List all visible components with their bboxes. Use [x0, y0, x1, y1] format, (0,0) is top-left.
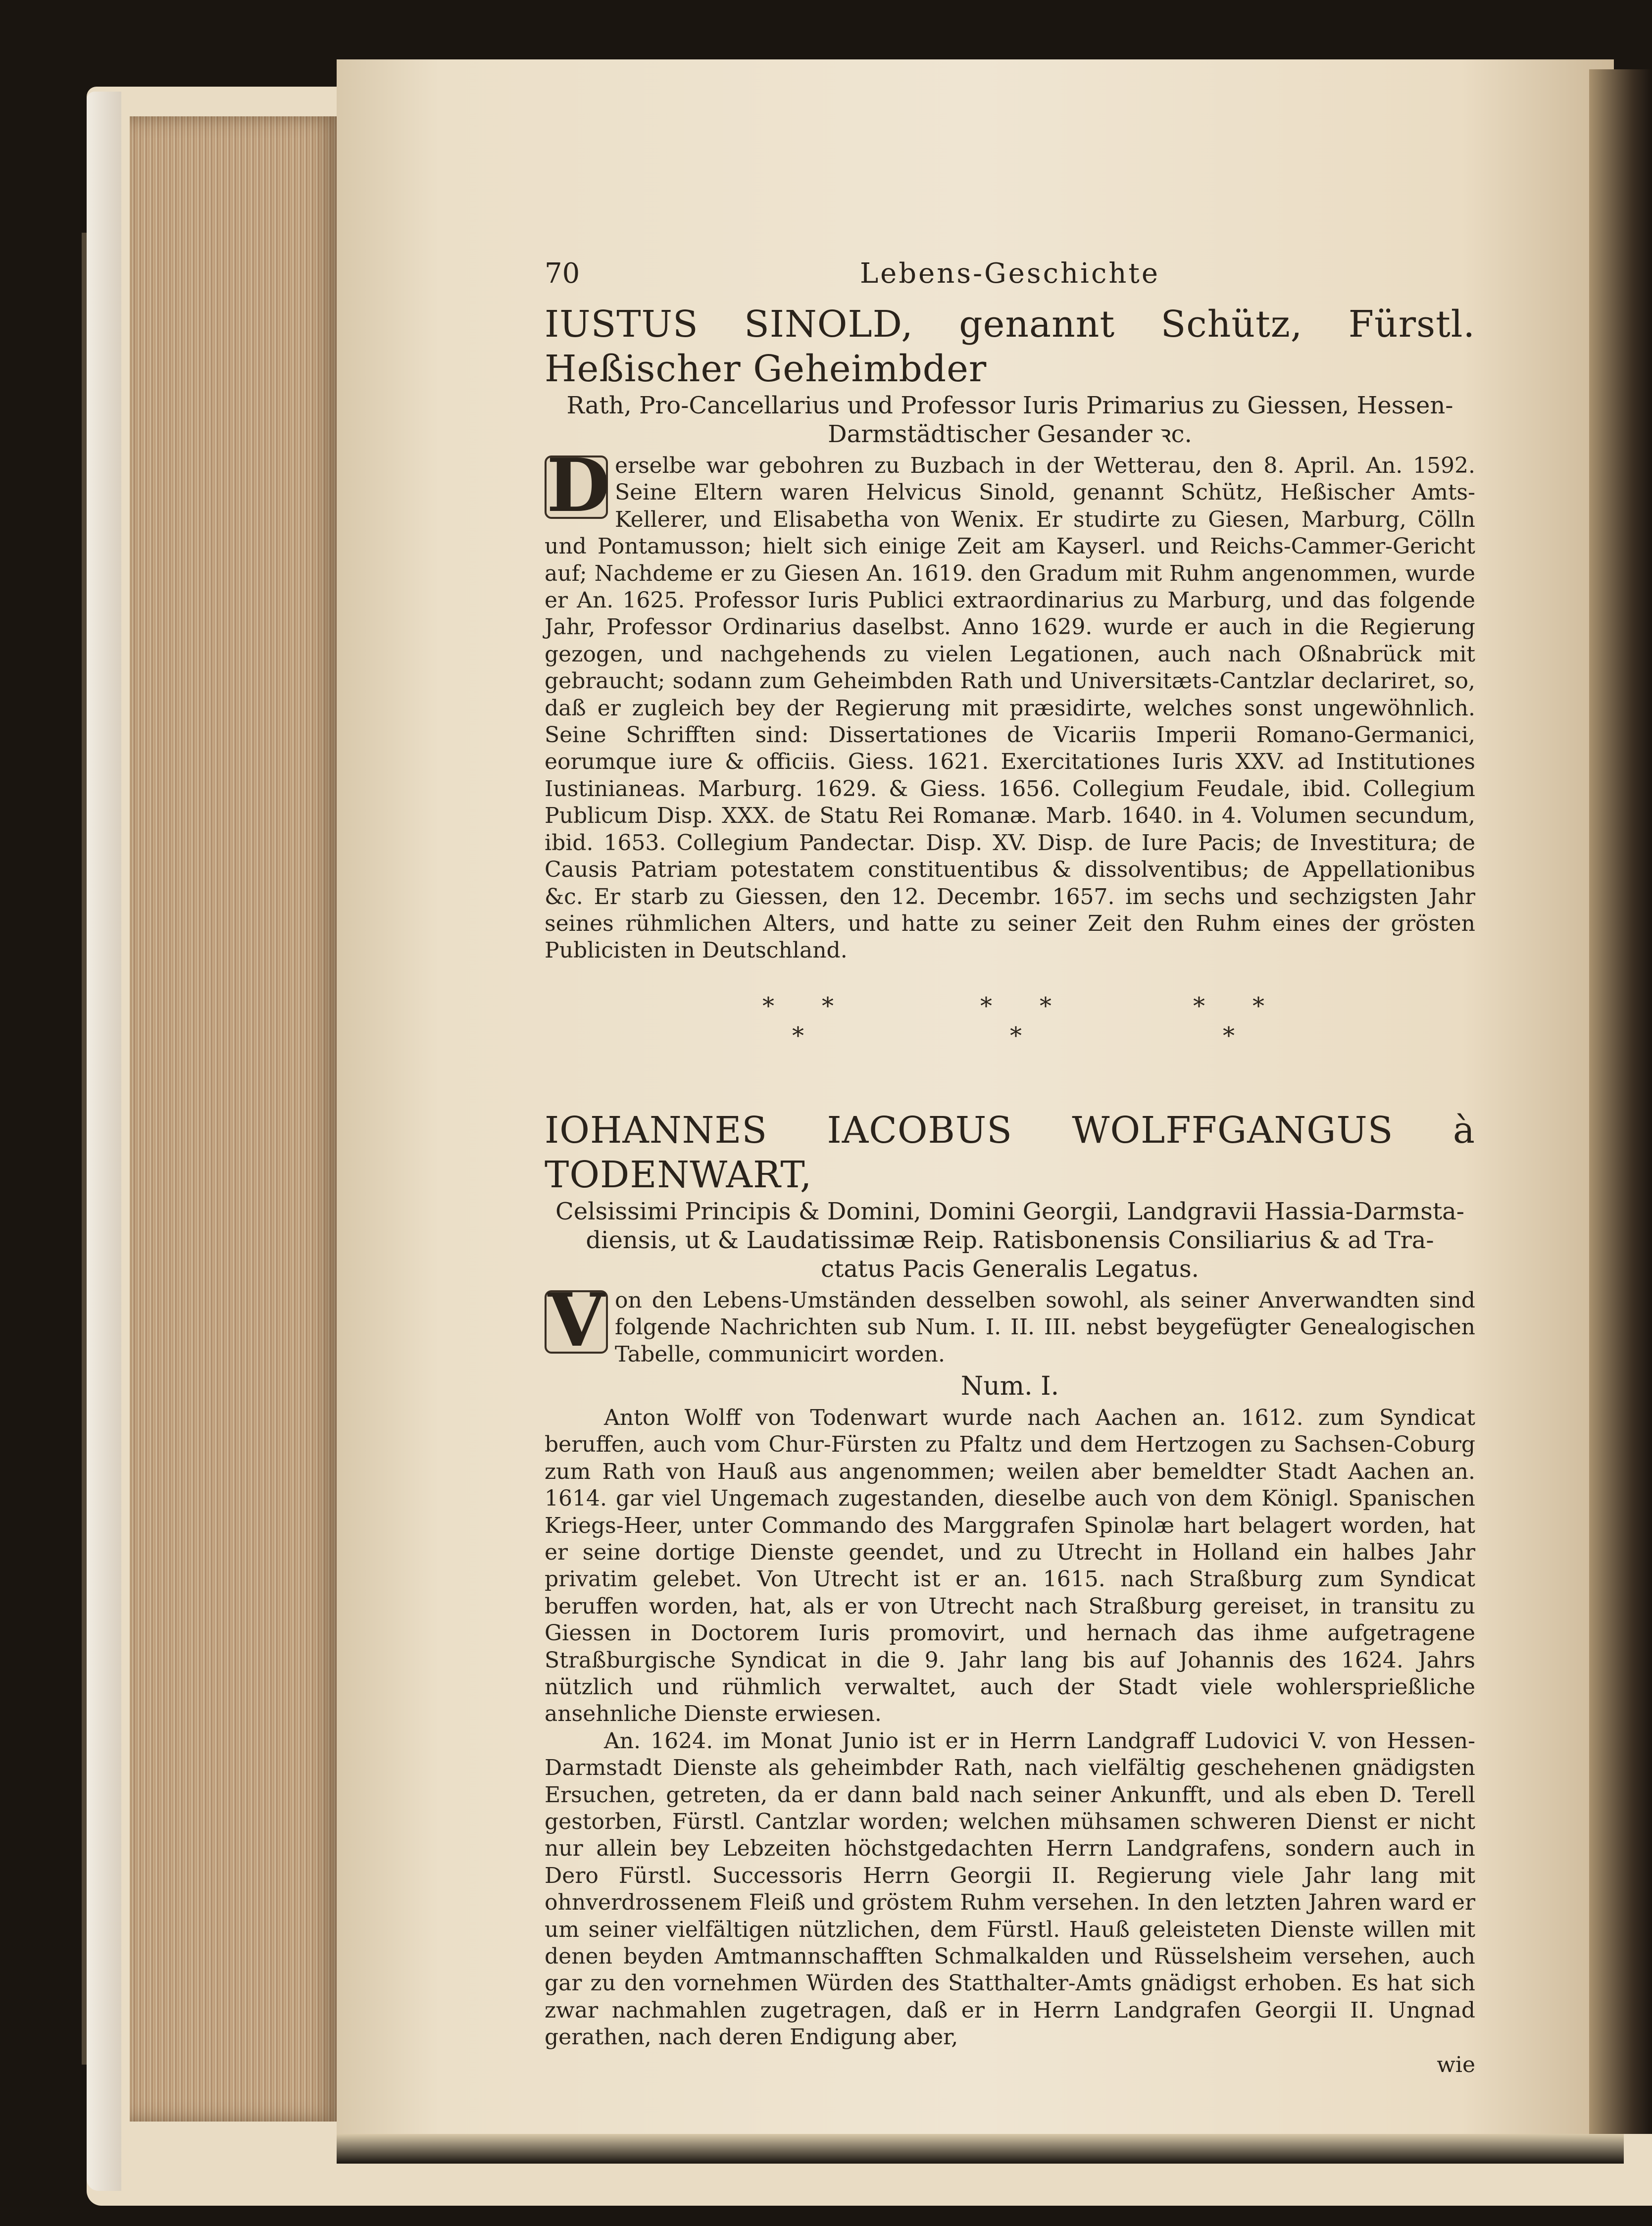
entry1-body: erselbe war gebohren zu Buzbach in der Wetterau, den 8. April. An. 1592. Seine Eltern waren Helvicus Sinold, genannt Schütz, Heßischer Amts-Kellerer, und Elisabetha von Wenix. Er studirte zu Giesen, Marburg, Cölln und Pontamusson; hielt sich einige Zeit am Kayserl. und Reichs-Cammer-Gericht auf; Nachdeme er zu Giesen An. 1619. den Gradum mit Ruhm angenommen, wurde er An. 1625. Professor Iuris Publici extraordinarius zu Marburg, und das folgende Jahr, Professor Ordinarius daselbst. Anno 1629. wurde er auch in die Regierung gezogen, und nachgehends zu vielen Legationen, auch nach Oßnabrück mit gebraucht; sodann zum Geheimbden Rath und Universitæts-Cantzlar declariret, so, daß er zugleich bey der Regierung mit præsidirte, welches sonst ungewöhnlich. Seine Schrifften sind: Dissertationes de Vicariis Imperii Romano-Germanici, eorumque iure & officiis. Giess. 1621. Exercitationes Iuris XXV. ad Institutiones Iustinianeas. Marburg. 1629. & Giess. 1656. Collegium Feudale, ibid. Collegium Publicum Disp. XXX. de Statu Rei Romanæ. Marb. 1640. in 4. Volumen secundum, ibid. 1653. Collegium Pandectar. Disp. XV. Disp. de Iure Pacis; de Investitura; de Causis Patriam potestatem constituentibus & dissolventibus; de Appellationibus &c. Er starb zu Giessen, den 12. Decembr. 1657. im sechs und sechzigsten Jahr seines rühmlichen Alters, und hatte zu seiner Zeit den Ruhm eines der grösten Publicisten in Deutschland. — [545, 453, 1475, 963]
page-text — [545, 257, 1475, 2079]
ornament-star: * — [822, 992, 834, 1020]
book-spine-edge — [87, 92, 121, 2191]
page-edges — [130, 116, 338, 2122]
entry2-subtitle-line3: ctatus Pacis Generalis Legatus. — [821, 1255, 1199, 1283]
entry2-paragraph-1: Anton Wolff von Todenwart wurde nach Aachen an. 1612. zum Syndicat beruffen, auch vom Chur-Fürsten zu Pfaltz und dem Hertzogen zu Sachsen-Coburg zum Rath von Hauß aus angenommen; weilen aber bemeldter Stadt Aachen an. 1614. gar viel Ungemach zugestanden, dieselbe auch von dem Königl. Spanischen Kriegs-Heer, unter Commando des Marggrafen Spinolæ hart belagert worden, hat er seine dortige Dienste geendet, und zu Utrecht in Holland ein halbes Jahr privatim gelebet. Von Utrecht ist er an. 1615. nach Straßburg zum Syndicat beruffen worden, hat, als er von Utrecht nach Straßburg gereiset, in transitu zu Giessen in Doctorem Iuris promovirt, und hernach das ihme aufgetragene Straßburgische Syndicat in die 9. Jahr lang bis auf Johannis des 1624. Jahrs nützlich und rühmlich verwaltet, auch der Stadt viele wohlersprießliche ansehnliche Dienste erwiesen. — [545, 1405, 1475, 1727]
running-head — [545, 257, 1475, 297]
ornament-star: * — [792, 1021, 804, 1050]
ornament-star: * — [980, 992, 992, 1020]
catchword: wie — [1437, 2052, 1475, 2077]
entry1-body-block — [545, 442, 1475, 964]
ornament-star: * — [762, 992, 774, 1020]
page-number: 70 — [545, 257, 580, 290]
entry1-title: IUSTUS SINOLD, genannt Schütz, Fürstl. Heßischer Geheimbder — [545, 303, 1475, 390]
entry2-intro-block — [545, 1276, 1475, 1368]
ornament-star: * — [1252, 992, 1264, 1020]
entry2-subtitle-line2: diensis, ut & Laudatissimæ Reip. Ratisbonensis Consiliarius & ad Tra- — [586, 1226, 1434, 1254]
entry2-subtitle-line1: Celsissimi Principis & Domini, Domini Georgii, Landgravii Hassia-Darmsta- — [555, 1197, 1464, 1225]
entry2-title: IOHANNES IACOBUS WOLFFGANGUS à TODENWART, — [545, 1109, 1475, 1196]
ornament-asterisks — [545, 974, 1475, 1103]
entry2-dropcap: V — [545, 1290, 608, 1354]
entry2-paragraph-2: An. 1624. im Monat Junio ist er in Herrn Landgraff Ludovici V. von Hessen-Darmstadt Dienste als geheimbder Rath, nach vielfältig geschehenen gnädigsten Ersuchen, getreten, da er dann bald nach seiner Ankunfft, und als eben D. Terell gestorben, Fürstl. Cantzlar worden; welchen mühsamen schweren Dienst er nicht nur allein bey Lebzeiten höchstgedachten Herrn Landgrafens, sondern auch in Dero Fürstl. Successoris Herrn Georgii II. Regierung viele Jahr lang mit ohnverdrossenem Fleiß und gröstem Ruhm versehen. In den letzten Jahren ward er um seiner vielfältigen nützlichen, dem Fürstl. Hauß geleisteten Dienste willen mit denen beyden Amtmannschafften Schmalkalden und Rüsselsheim versehen, auch gar zu den vornehmen Würden des Statthalter-Amts gnädigst erhoben. Es hat sich zwar nachmahlen zugetragen, daß er in Herrn Landgrafen Georgii II. Ungnad gerathen, nach deren Endigung aber, — [545, 1728, 1475, 2050]
entry2-intro: on den Lebens-Umständen desselben sowohl, als seiner Anverwandten sind folgende Nachrichten sub Num. I. II. III. nebst beygefügter Genealogischen Tabelle, communicirt worden. — [615, 1287, 1475, 1367]
ornament-star: * — [1040, 992, 1051, 1020]
running-title: Lebens-Geschichte — [859, 257, 1160, 290]
page-bottom-shadow — [337, 2134, 1624, 2164]
page-gutter — [1589, 69, 1652, 2134]
ornament-star: * — [1010, 1021, 1022, 1050]
entry1-subtitle-line1: Rath, Pro-Cancellarius und Professor Iuris Primarius zu Giessen, Hessen- — [566, 392, 1453, 419]
ornament-star: * — [1193, 992, 1205, 1020]
entry1-dropcap: D — [545, 455, 608, 519]
ornament-star: * — [1223, 1021, 1235, 1050]
entry1-subtitle-line2: Darmstädtischer Gesander ꝛc. — [828, 420, 1192, 448]
section-heading-num-1: Num. I. — [960, 1371, 1059, 1401]
